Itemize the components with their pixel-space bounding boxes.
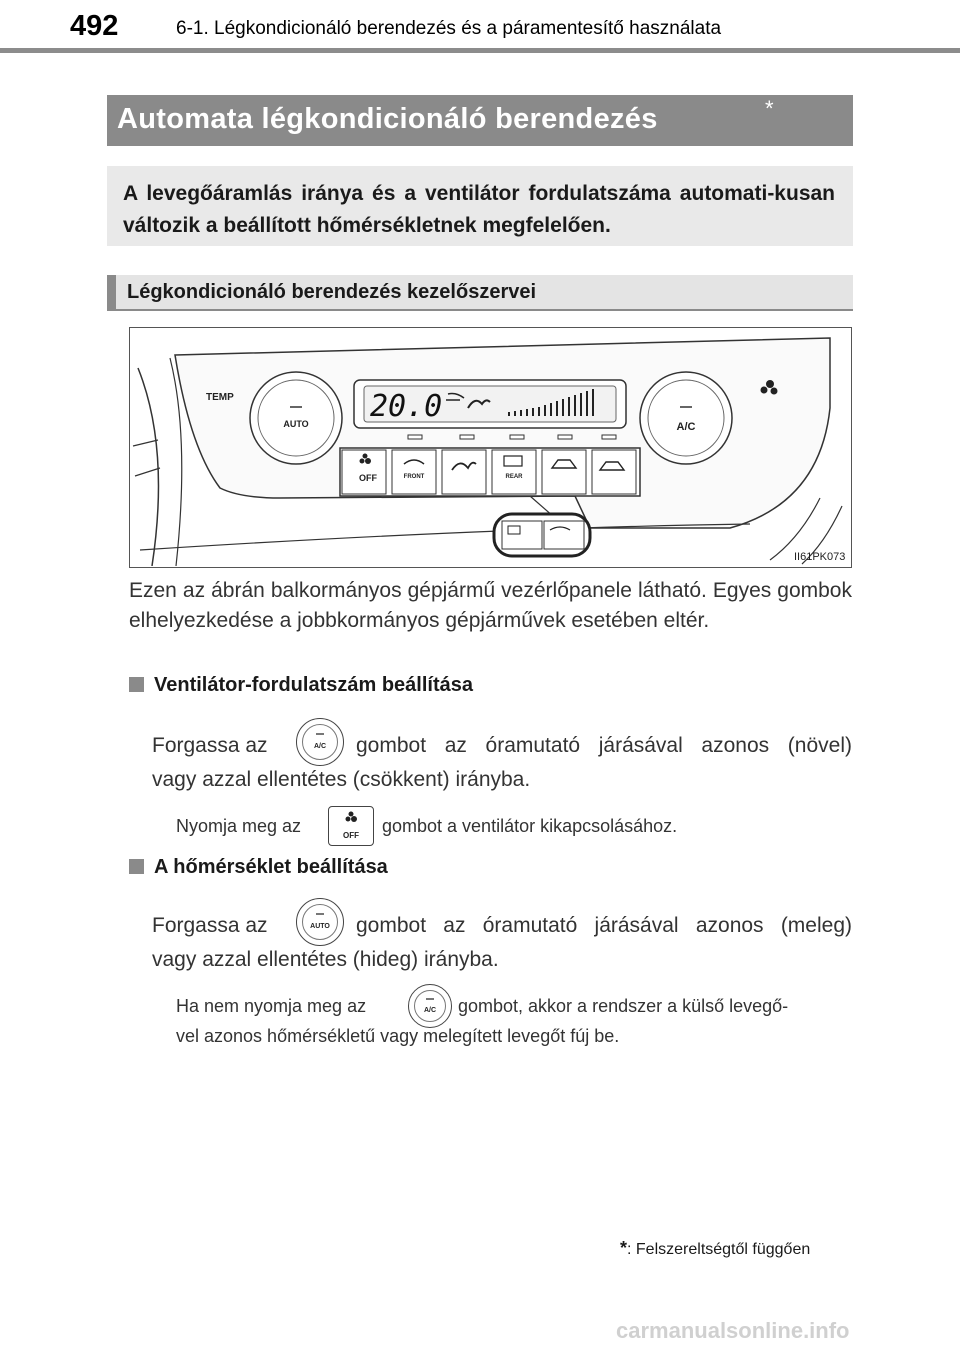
- ac-knob-icon: [296, 718, 344, 766]
- auto-knob-icon-label: AUTO: [310, 922, 330, 930]
- display-temperature: 20.0: [370, 389, 443, 424]
- running-header: 6-1. Légkondicionáló berendezés és a páramentesítő használata: [176, 18, 722, 39]
- fan-line2: vagy azzal ellentétes (csökkent) irányba.: [152, 768, 531, 791]
- front-defrost-button[interactable]: [392, 450, 436, 494]
- fan-icon: [329, 807, 373, 829]
- temp-heading: [129, 856, 388, 879]
- figure-caption: Ezen az ábrán balkormányos gépjármű vezérlőpanele látható. Egyes gombok elhelyezkedése a jobbkormányos gépjárművek esetében eltér.: [129, 579, 852, 632]
- outside-air-button[interactable]: [592, 450, 636, 494]
- control-panel-figure: [129, 327, 852, 568]
- recirculation-button[interactable]: [542, 450, 586, 494]
- ac-knob-label: A/C: [676, 421, 696, 433]
- section-heading: Légkondicionáló berendezés kezelőszervei: [127, 281, 537, 303]
- temp-line1-a: Forgassa az: [152, 914, 268, 937]
- fan-off-button[interactable]: [342, 450, 386, 494]
- fan-note-a: Nyomja meg az: [176, 816, 302, 836]
- temp-note1-b: gombot, akkor a rendszer a külső levegő-: [458, 996, 789, 1016]
- footnote-text: : Felszereltségtől függően: [627, 1241, 811, 1258]
- auto-knob[interactable]: [250, 372, 342, 464]
- fan-off-label: OFF: [359, 473, 377, 483]
- ac-knob-small-icon-label: A/C: [423, 1006, 437, 1014]
- rhd-button-callout: [494, 514, 590, 556]
- temp-line1-b: gombot az óramutató járásával azonos (meleg): [356, 914, 852, 937]
- temp-note1-a: Ha nem nyomja meg az: [176, 996, 367, 1016]
- bullet-square-icon: [129, 859, 144, 874]
- header-rule: [0, 48, 960, 53]
- temp-note2: vel azonos hőmérsékletű vagy melegített levegőt fúj be.: [176, 1026, 620, 1046]
- fan-line1-b: gombot az óramutató járásával azonos (növel): [356, 734, 852, 757]
- rear-defogger-button[interactable]: [492, 450, 536, 494]
- watermark: carmanualsonline.info: [616, 1318, 850, 1343]
- ac-knob-small-icon: [408, 984, 452, 1028]
- auto-knob-icon: [296, 898, 344, 946]
- fan-heading: [129, 674, 473, 697]
- section-accent: [107, 275, 116, 311]
- front-label: FRONT: [403, 474, 425, 480]
- page-number: 492: [70, 10, 119, 42]
- section-heading-bar: [107, 275, 853, 311]
- control-panel-illustration: [130, 328, 850, 566]
- fan-line1-a: Forgassa az: [152, 734, 268, 757]
- ac-knob[interactable]: [640, 372, 732, 464]
- fan-off-icon-label: OFF: [343, 831, 359, 840]
- page-title: Automata légkondicionáló berendezés: [117, 103, 658, 135]
- title-bar: [107, 95, 853, 146]
- temp-line2: vagy azzal ellentétes (hideg) irányba.: [152, 948, 499, 971]
- title-asterisk: *: [765, 96, 774, 121]
- bullet-square-icon: [129, 677, 144, 692]
- ac-knob-icon-label: A/C: [313, 742, 327, 750]
- fan-note-b: gombot a ventilátor kikapcsolásához.: [382, 816, 678, 836]
- airflow-button[interactable]: [442, 450, 486, 494]
- footnote: [620, 1238, 810, 1259]
- auto-knob-label: AUTO: [283, 419, 309, 429]
- fan-off-icon: [328, 806, 374, 846]
- temp-label: TEMP: [206, 392, 234, 403]
- temp-heading-text: A hőmérséklet beállítása: [154, 856, 388, 878]
- footnote-asterisk: *: [620, 1238, 628, 1258]
- rear-label: REAR: [505, 474, 523, 480]
- button-row: [340, 448, 640, 496]
- intro-box: [107, 166, 853, 246]
- fan-heading-text: Ventilátor-fordulatszám beállítása: [154, 674, 473, 696]
- intro-text: A levegőáramlás iránya és a ventilátor fordulatszáma automati-kusan változik a beállított hőmérsékletnek megfelelően.: [123, 182, 835, 237]
- figure-code: II61PK073: [794, 551, 846, 563]
- display-panel: [354, 380, 626, 428]
